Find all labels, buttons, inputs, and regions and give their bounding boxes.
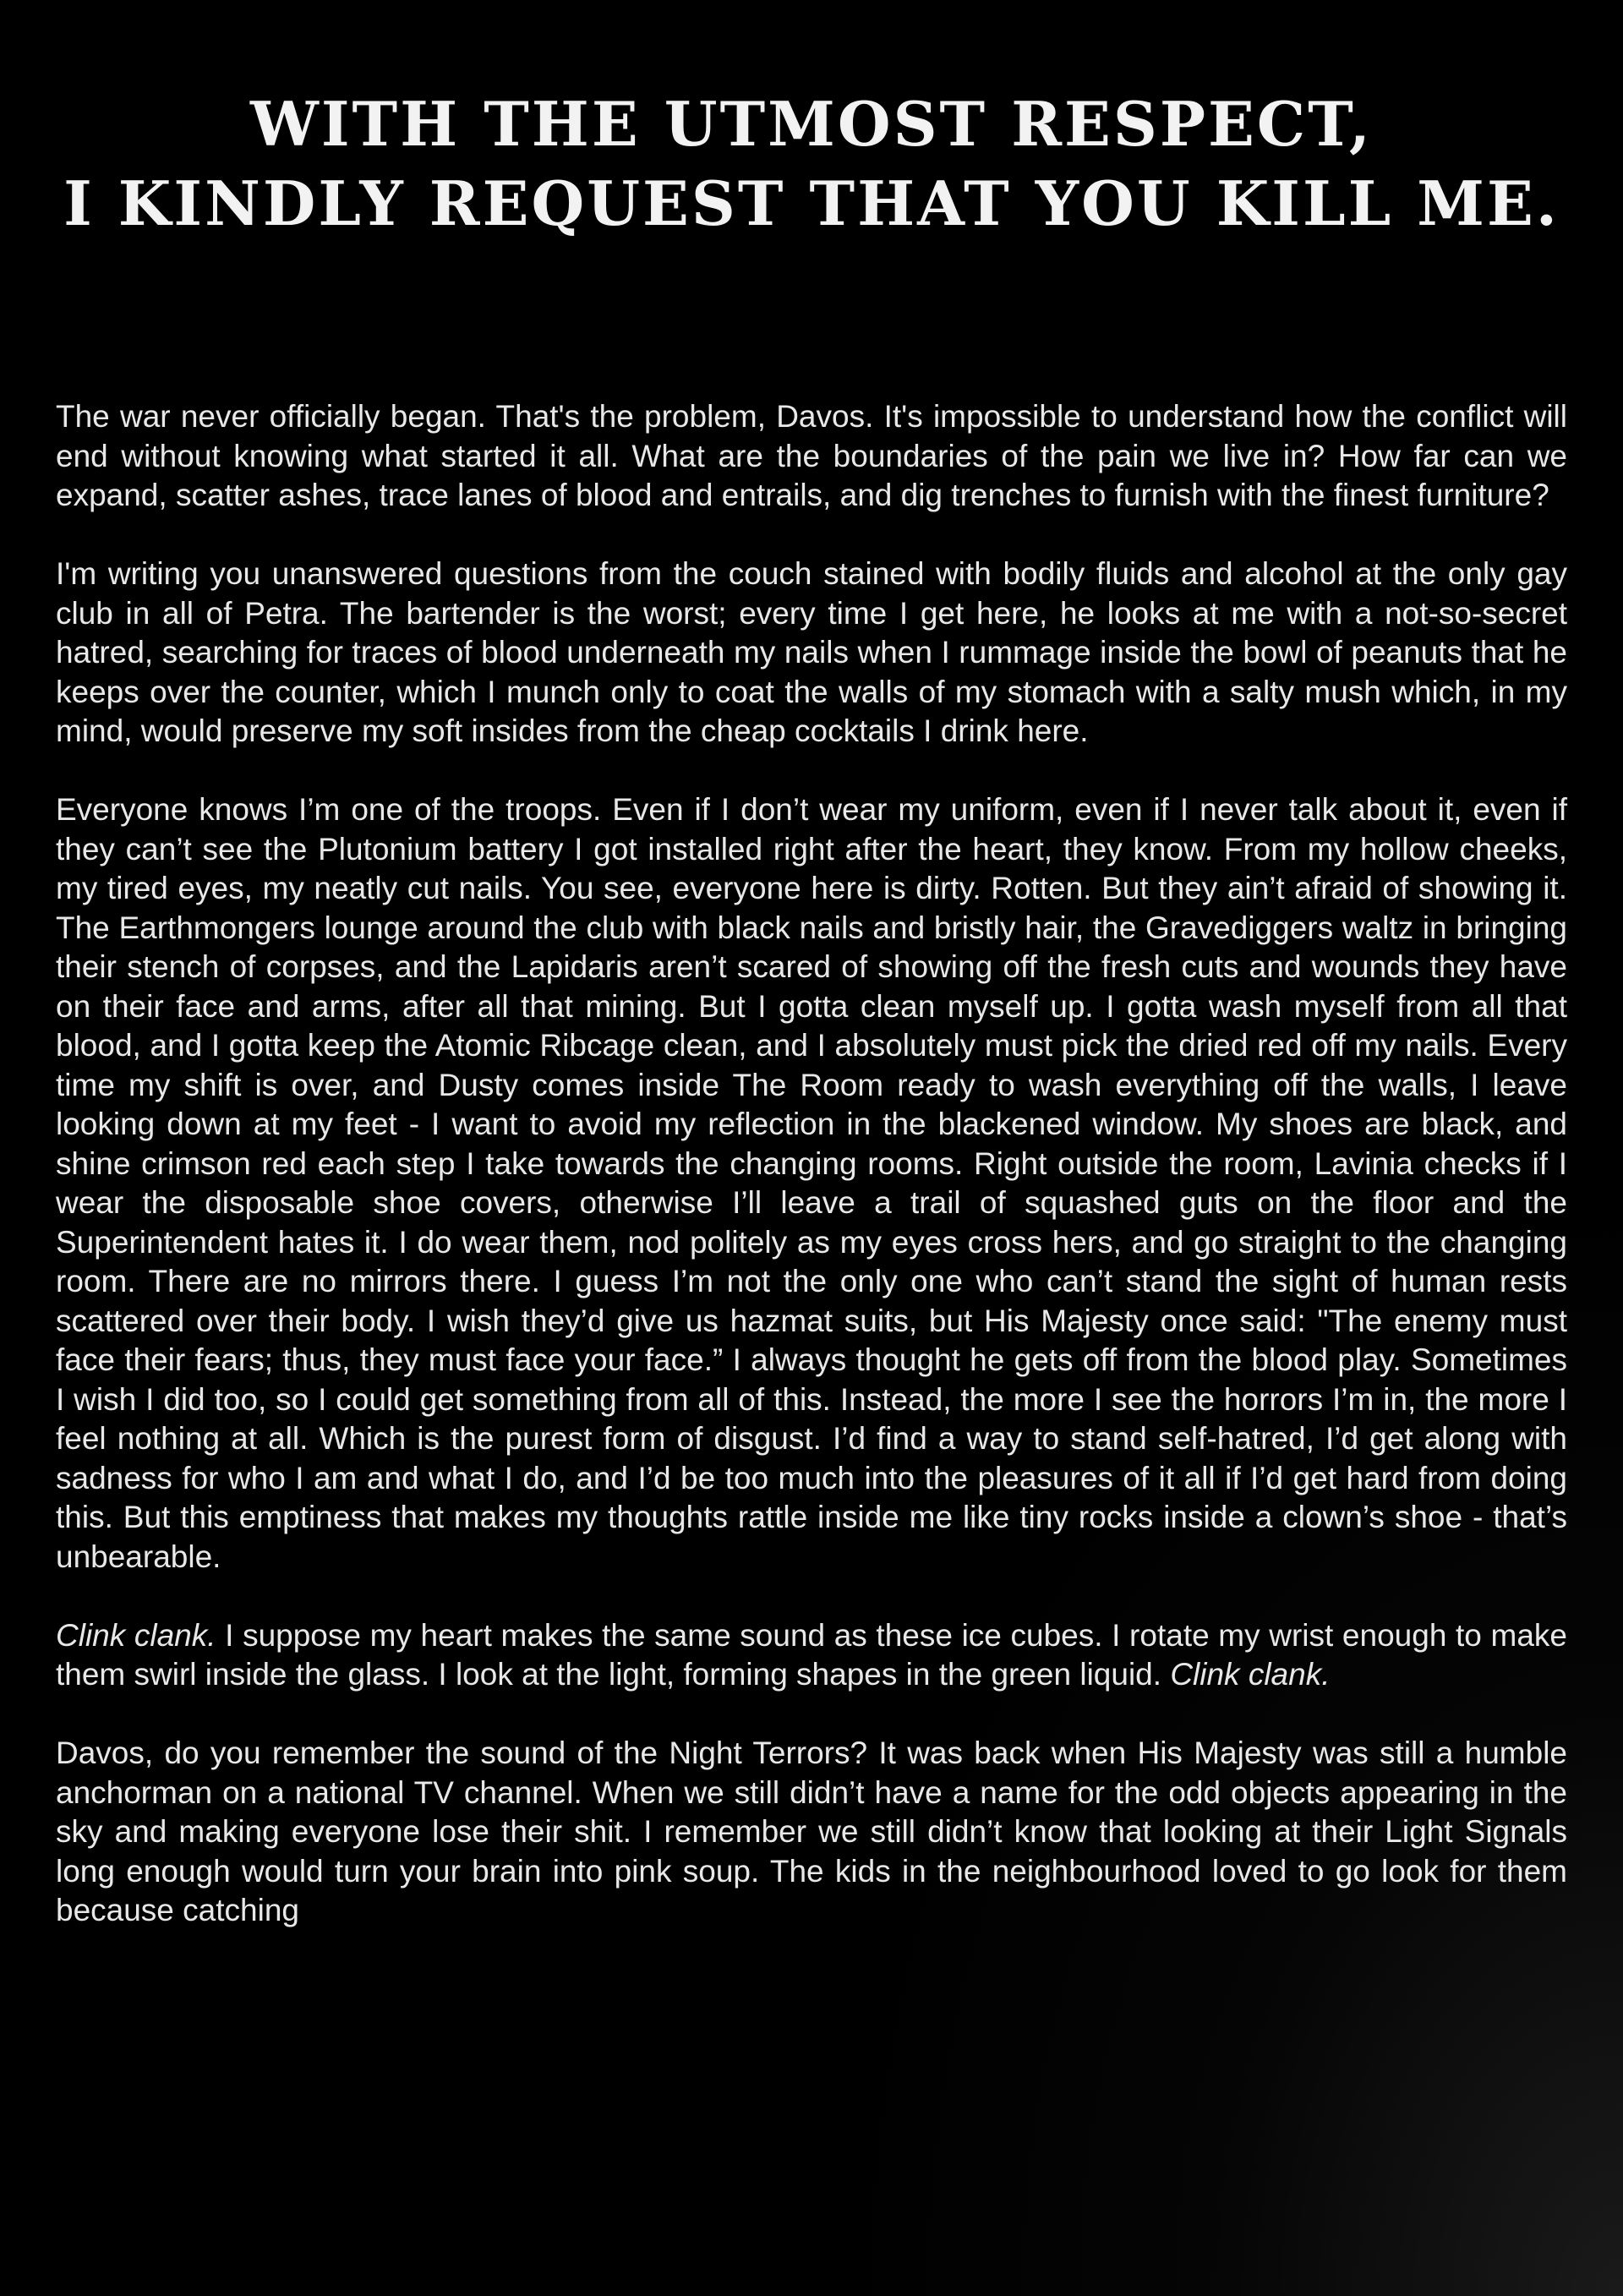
- title-line-1: WITH THE UTMOST RESPECT,: [250, 88, 1373, 160]
- paragraph-4: [56, 1616, 1567, 1695]
- page-title: [0, 85, 1623, 243]
- paragraph-4-text: I suppose my heart makes the same sound as these ice cubes. I rotate my wrist enough to make them swirl inside the glass. I look at the light, forming shapes in the green liquid.: [56, 1617, 1567, 1692]
- title-line-2: I KINDLY REQUEST THAT YOU KILL ME.: [63, 167, 1560, 239]
- paragraph-2: I'm writing you unanswered questions from the couch stained with bodily fluids and alcohol at the only gay club in all of Petra. The bartender is the worst; every time I get here, he looks at me with a not-so-secret hatred, searching for traces of blood underneath my nails when I rummage inside the bowl of peanuts that he keeps over the counter, which I munch only to coat the walls of my stomach with a salty mush which, in my mind, would preserve my soft insides from the cheap cocktails I drink here.: [56, 556, 1567, 748]
- onomatopoeia-start: Clink clank.: [56, 1617, 216, 1653]
- story-body: [56, 397, 1567, 1931]
- onomatopoeia-end: Clink clank.: [1170, 1657, 1331, 1692]
- paragraph-5: Davos, do you remember the sound of the Night Terrors? It was back when His Majesty was still a humble anchorman on a national TV channel. When we still didn’t have a name for the odd objects appearing in the sky and making everyone lose their shit. I remember we still didn’t know that looking at their Light Signals long enough would turn your brain into pink soup. The kids in the neighbourhood loved to go look for them because catching: [56, 1736, 1567, 1927]
- paragraph-3: Everyone knows I’m one of the troops. Even if I don’t wear my uniform, even if I never talk about it, even if they can’t see the Plutonium battery I got installed right after the heart, they know. From my hollow cheeks, my tired eyes, my neatly cut nails. You see, everyone here is dirty. Rotten. But they ain’t afraid of showing it. The Earthmongers lounge around the club with black nails and bristly hair, the Gravediggers waltz in bringing their stench of corpses, and the Lapidaris aren’t scared of showing off the fresh cuts and wounds they have on their face and arms, after all that mining. But I gotta clean myself up. I gotta wash myself from all that blood, and I gotta keep the Atomic Ribcage clean, and I absolutely must pick the dried red off my nails. Every time my shift is over, and Dusty comes inside The Room ready to wash everything off the walls, I leave looking down at my feet - I want to avoid my reflection in the blackened window. My shoes are black, and shine crimson red each step I take towards the changing rooms. Right outside the room, Lavinia checks if I wear the disposable shoe covers, otherwise I’ll leave a trail of squashed guts on the floor and the Superintendent hates it. I do wear them, nod politely as my eyes cross hers, and go straight to the changing room. There are no mirrors there. I guess I’m not the only one who can’t stand the sight of human rests scattered over their body. I wish they’d give us hazmat suits, but His Majesty once said: "The enemy must face their fears; thus, they must face your face.” I always thought he gets off from the blood play. Sometimes I wish I did too, so I could get something from all of this. Instead, the more I see the horrors I’m in, the more I feel nothing at all. Which is the purest form of disgust. I’d find a way to stand self-hatred, I’d get along with sadness for who I am and what I do, and I’d be too much into the pleasures of it all if I’d get hard from doing this. But this emptiness that makes my thoughts rattle inside me like tiny rocks inside a clown’s shoe - that’s unbearable.: [56, 792, 1567, 1574]
- paragraph-1: The war never officially began. That's the problem, Davos. It's impossible to understand how the conflict will end without knowing what started it all. What are the boundaries of the pain we live in? How far can we expand, scatter ashes, trace lanes of blood and entrails, and dig trenches to furnish with the finest furniture?: [56, 399, 1567, 512]
